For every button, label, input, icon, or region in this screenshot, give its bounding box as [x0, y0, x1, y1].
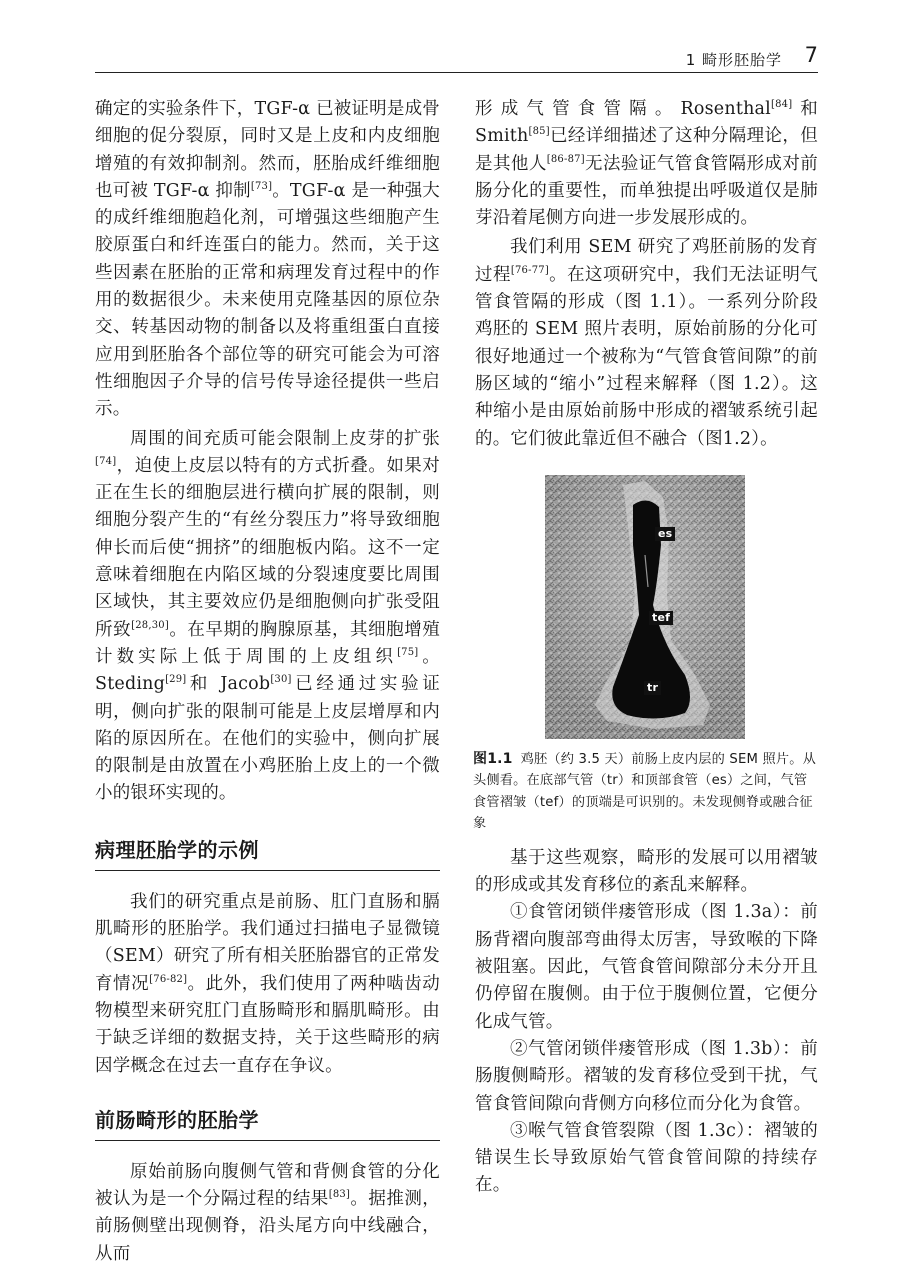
paragraph: ③喉气管食管裂隙（图 1.3c）：褶皱的错误生长导致原始气管食管间隙的持续存在。 — [475, 1120, 818, 1196]
paragraph: 确定的实验条件下，TGF-α 已被证明是成骨细胞的促分裂原，同时又是上皮和内皮细胞增殖的有效抑制剂。然而，胚胎成纤维细胞也可被 TGF-α 抑制[73]。TGF-α 是一种强大的成纤维细胞趋化剂，可增强这些细胞产生胶原蛋白和纤连蛋白的能力。然而，关于这些因素在胚胎的正常和病理发育过程中的作用的数据很少。未来使用克隆基因的原位杂交、转基因动物的制备以及将重组蛋白直接应用到胚胎各个部位等的研究可能会为可溶性细胞因子介导的信号传导途径提供一些启示。 — [95, 99, 441, 420]
section-heading: 病理胚胎学的示例 — [95, 836, 440, 871]
paragraph: 形成气管食管隔。Rosenthal[84]和 Smith[85]已经详细描述了这种分隔理论，但是其他人[86-87]无法验证气管食管隔形成对前肠分化的重要性，而单独提出呼吸道仅是肺芽沿着尾侧方向进一步发展形成的。 — [475, 99, 819, 229]
paragraph: ①食管闭锁伴瘘管形成（图 1.3a）：前肠背褶向腹部弯曲得太厉害，导致喉的下降被阻塞。因此，气管食管间隙部分未分开且仍停留在腹侧。由于位于腹侧位置，它便分化成气管。 — [475, 902, 818, 1032]
paragraph: 周围的间充质可能会限制上皮芽的扩张[74]，迫使上皮层以特有的方式折叠。如果对正在生长的细胞层进行横向扩展的限制，则细胞分裂产生的“有丝分裂压力”将导致细胞伸长而后使“拥挤”的细胞板内陷。这不一定意味着细胞在内陷区域的分裂速度要比周围区域快，其主要效应仍是细胞侧向扩张受阻所致[28,30]。在早期的胸腺原基，其细胞增殖计数实际上低于周围的上皮组织[75]。Steding[29]和 Jacob[30]已经通过实验证明，侧向扩张的限制可能是上皮层增厚和内陷的原因所在。在他们的实验中，侧向扩展的限制是由放置在小鸡胚胎上皮上的一个微小的银环实现的。 — [95, 428, 441, 804]
chapter-title: 1 畸形胚胎学 — [685, 51, 782, 69]
paragraph: 基于这些观察，畸形的发展可以用褶皱的形成或其发育移位的紊乱来解释。 — [475, 847, 818, 896]
paragraph: ②气管闭锁伴瘘管形成（图 1.3b）：前肠腹侧畸形。褶皱的发育移位受到干扰，气管食管间隙向背侧方向移位而分化为食管。 — [475, 1038, 818, 1114]
sem-figure — [545, 475, 745, 739]
label-es: es — [655, 527, 675, 541]
running-header — [95, 40, 818, 73]
right-column — [475, 96, 818, 1200]
label-tef: tef — [649, 611, 673, 625]
paragraph: 原始前肠向腹侧气管和背侧食管的分化被认为是一个分隔过程的结果[83]。据推测，前肠侧壁出现侧脊，沿头尾方向中线融合，从而 — [95, 1161, 440, 1264]
left-column — [95, 96, 440, 1268]
section-heading: 前肠畸形的胚胎学 — [95, 1106, 440, 1141]
paragraph: 我们的研究重点是前肠、肛门直肠和膈肌畸形的胚胎学。我们通过扫描电子显微镜（SEM）研究了所有相关胚胎器官的正常发育情况[76-82]。此外，我们使用了两种啮齿动物模型来研究肛门直肠畸形和膈肌畸形。由于缺乏详细的数据支持，关于这些畸形的病因学概念在过去一直存在争议。 — [95, 891, 440, 1076]
label-tr: tr — [644, 681, 661, 695]
figure-caption: 图1.1 鸡胚（约 3.5 天）前肠上皮内层的 SEM 照片。从头侧看。在底部气管（tr）和顶部食管（es）之间，气管食管褶皱（tef）的顶端是可识别的。未发现侧脊或融合征象 — [473, 750, 817, 832]
page-number: 7 — [804, 43, 818, 67]
sem-photo — [545, 475, 745, 739]
paragraph: 我们利用 SEM 研究了鸡胚前肠的发育过程[76-77]。在这项研究中，我们无法证明气管食管隔的形成（图 1.1）。一系列分阶段鸡胚的 SEM 照片表明，原始前肠的分化可很好地通过一个被称为“气管食管间隙”的前肠区域的“缩小”过程来解释（图 1.2）。这种缩小是由原始前肠中形成的褶皱系统引起的。它们彼此靠近但不融合（图1.2）。 — [475, 237, 819, 449]
